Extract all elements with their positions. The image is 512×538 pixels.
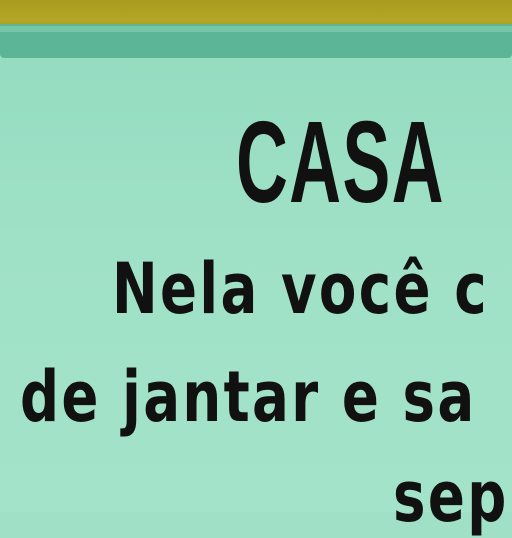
sign-text-line-1: Nela você c [112,248,489,330]
sign-text-line-2: de jantar e sa [20,356,477,438]
sign-title: CASA [236,97,445,227]
sign-text-line-3: sep [393,456,509,538]
rim-highlight [0,26,512,32]
